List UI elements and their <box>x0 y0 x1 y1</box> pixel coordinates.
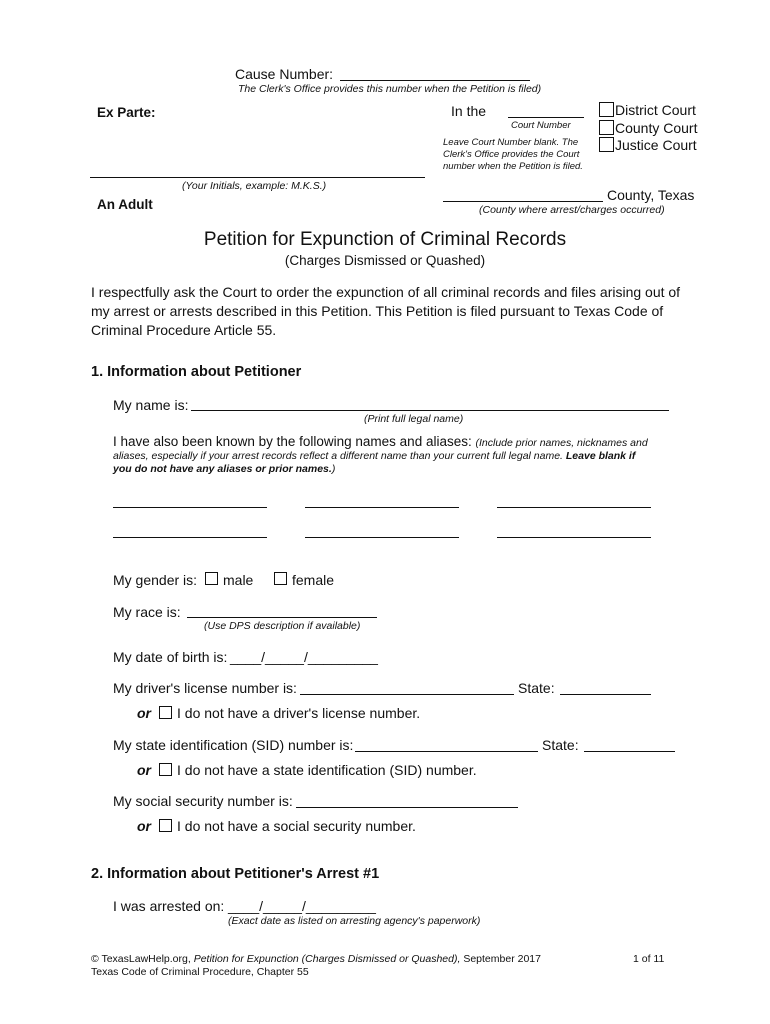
sid-or-label: or <box>137 762 151 778</box>
an-adult-label: An Adult <box>97 197 153 212</box>
arrested-label: I was arrested on: <box>113 898 225 914</box>
no-dl-label: I do not have a driver's license number. <box>177 705 421 721</box>
dob-field[interactable]: ____/_____/_________ <box>230 649 378 665</box>
no-ssn-checkbox[interactable] <box>159 819 172 832</box>
dl-state-field[interactable] <box>560 694 651 695</box>
page-subtitle: (Charges Dismissed or Quashed) <box>284 253 486 268</box>
county-field[interactable] <box>443 201 603 202</box>
court-number-field[interactable] <box>508 117 584 118</box>
aliases-note-3: you do not have any aliases or prior names. <box>113 463 332 475</box>
sid-state-label: State: <box>542 737 579 753</box>
name-label: My name is: <box>113 397 189 413</box>
race-note: (Use DPS description if available) <box>204 620 361 632</box>
page-title: Petition for Expunction of Criminal Records <box>203 229 567 250</box>
ssn-label: My social security number is: <box>113 793 293 809</box>
initials-field[interactable] <box>90 177 425 178</box>
intro-line-1: I respectfully ask the Court to order the expunction of all criminal records and files arising out of <box>91 284 681 300</box>
court-number-note-1: Leave Court Number blank. The <box>443 137 579 148</box>
aliases-note-1: (Include prior names, nicknames and <box>475 437 648 449</box>
justice-court-checkbox[interactable] <box>599 137 614 152</box>
arrest-date-field[interactable]: ____/_____/_________ <box>228 898 376 914</box>
alias-field-5[interactable] <box>305 537 459 538</box>
county-note: (County where arrest/charges occurred) <box>479 204 665 216</box>
no-ssn-label: I do not have a social security number. <box>177 818 416 834</box>
alias-field-2[interactable] <box>305 507 459 508</box>
aliases-line-2 <box>113 450 635 462</box>
dl-state-label: State: <box>518 680 555 696</box>
intro-line-3: Criminal Procedure Article 55. <box>91 322 277 338</box>
cause-number-field[interactable] <box>340 80 530 81</box>
alias-field-4[interactable] <box>113 537 267 538</box>
intro-line-2: my arrest or arrests described in this Petition. This Petition is filed pursuant to Texas Code of <box>91 303 664 319</box>
gender-female-checkbox[interactable] <box>274 572 287 585</box>
dl-or-label: or <box>137 705 151 721</box>
aliases-note-2: aliases, especially if your arrest records reflect a different name than your current full legal name. <box>113 450 563 462</box>
no-sid-label: I do not have a state identification (SID) number. <box>177 762 477 778</box>
section-1-heading: 1. Information about Petitioner <box>91 364 302 380</box>
aliases-label: I have also been known by the following names and aliases: <box>113 434 472 449</box>
aliases-note-bold: Leave blank if <box>565 450 636 462</box>
footer-line-1 <box>91 953 541 965</box>
footer-form-name: Petition for Expunction (Charges Dismissed or Quashed), <box>193 953 461 965</box>
sid-state-field[interactable] <box>584 751 675 752</box>
in-the-label: In the <box>451 103 487 119</box>
county-texas-label: County, Texas <box>607 187 695 203</box>
full-name-field[interactable] <box>191 410 669 411</box>
dl-label: My driver's license number is: <box>113 680 297 696</box>
sid-number-field[interactable] <box>355 751 538 752</box>
ex-parte-label: Ex Parte: <box>97 105 156 120</box>
name-note: (Print full legal name) <box>364 413 464 425</box>
gender-female-label: female <box>292 572 335 588</box>
court-number-label: Court Number <box>511 120 571 131</box>
district-court-label: District Court <box>615 102 696 118</box>
justice-court-label: Justice Court <box>615 137 697 153</box>
dl-number-field[interactable] <box>300 694 514 695</box>
cause-number-note: The Clerk's Office provides this number when the Petition is filed) <box>238 83 542 95</box>
no-dl-checkbox[interactable] <box>159 706 172 719</box>
gender-label: My gender is: <box>113 572 198 588</box>
section-2-heading: 2. Information about Petitioner's Arrest #1 <box>91 866 380 882</box>
dob-label: My date of birth is: <box>113 649 228 665</box>
alias-field-1[interactable] <box>113 507 267 508</box>
court-number-note-2: Clerk's Office provides the Court <box>443 149 580 160</box>
no-sid-checkbox[interactable] <box>159 763 172 776</box>
gender-male-checkbox[interactable] <box>205 572 218 585</box>
aliases-line-1 <box>113 434 648 449</box>
district-court-checkbox[interactable] <box>599 102 614 117</box>
ssn-or-label: or <box>137 818 151 834</box>
county-court-checkbox[interactable] <box>599 120 614 135</box>
page-number: 1 of 11 <box>633 953 665 965</box>
footer-code-line: Texas Code of Criminal Procedure, Chapter 55 <box>91 966 309 978</box>
aliases-note-close: ) <box>331 463 336 475</box>
footer-copyright: © TexasLawHelp.org, <box>91 953 191 965</box>
race-field[interactable] <box>187 617 377 618</box>
arrest-date-note: (Exact date as listed on arresting agency's paperwork) <box>228 915 481 927</box>
cause-number-label: Cause Number: <box>235 66 334 82</box>
aliases-line-3 <box>113 463 335 475</box>
county-court-label: County Court <box>615 120 698 136</box>
alias-field-3[interactable] <box>497 507 651 508</box>
alias-field-6[interactable] <box>497 537 651 538</box>
gender-male-label: male <box>223 572 254 588</box>
court-number-note-3: number when the Petition is filed. <box>443 161 583 172</box>
ssn-field[interactable] <box>296 807 518 808</box>
initials-note: (Your Initials, example: M.K.S.) <box>182 180 327 192</box>
race-label: My race is: <box>113 604 181 620</box>
footer-date: September 2017 <box>463 953 541 965</box>
sid-label: My state identification (SID) number is: <box>113 737 354 753</box>
